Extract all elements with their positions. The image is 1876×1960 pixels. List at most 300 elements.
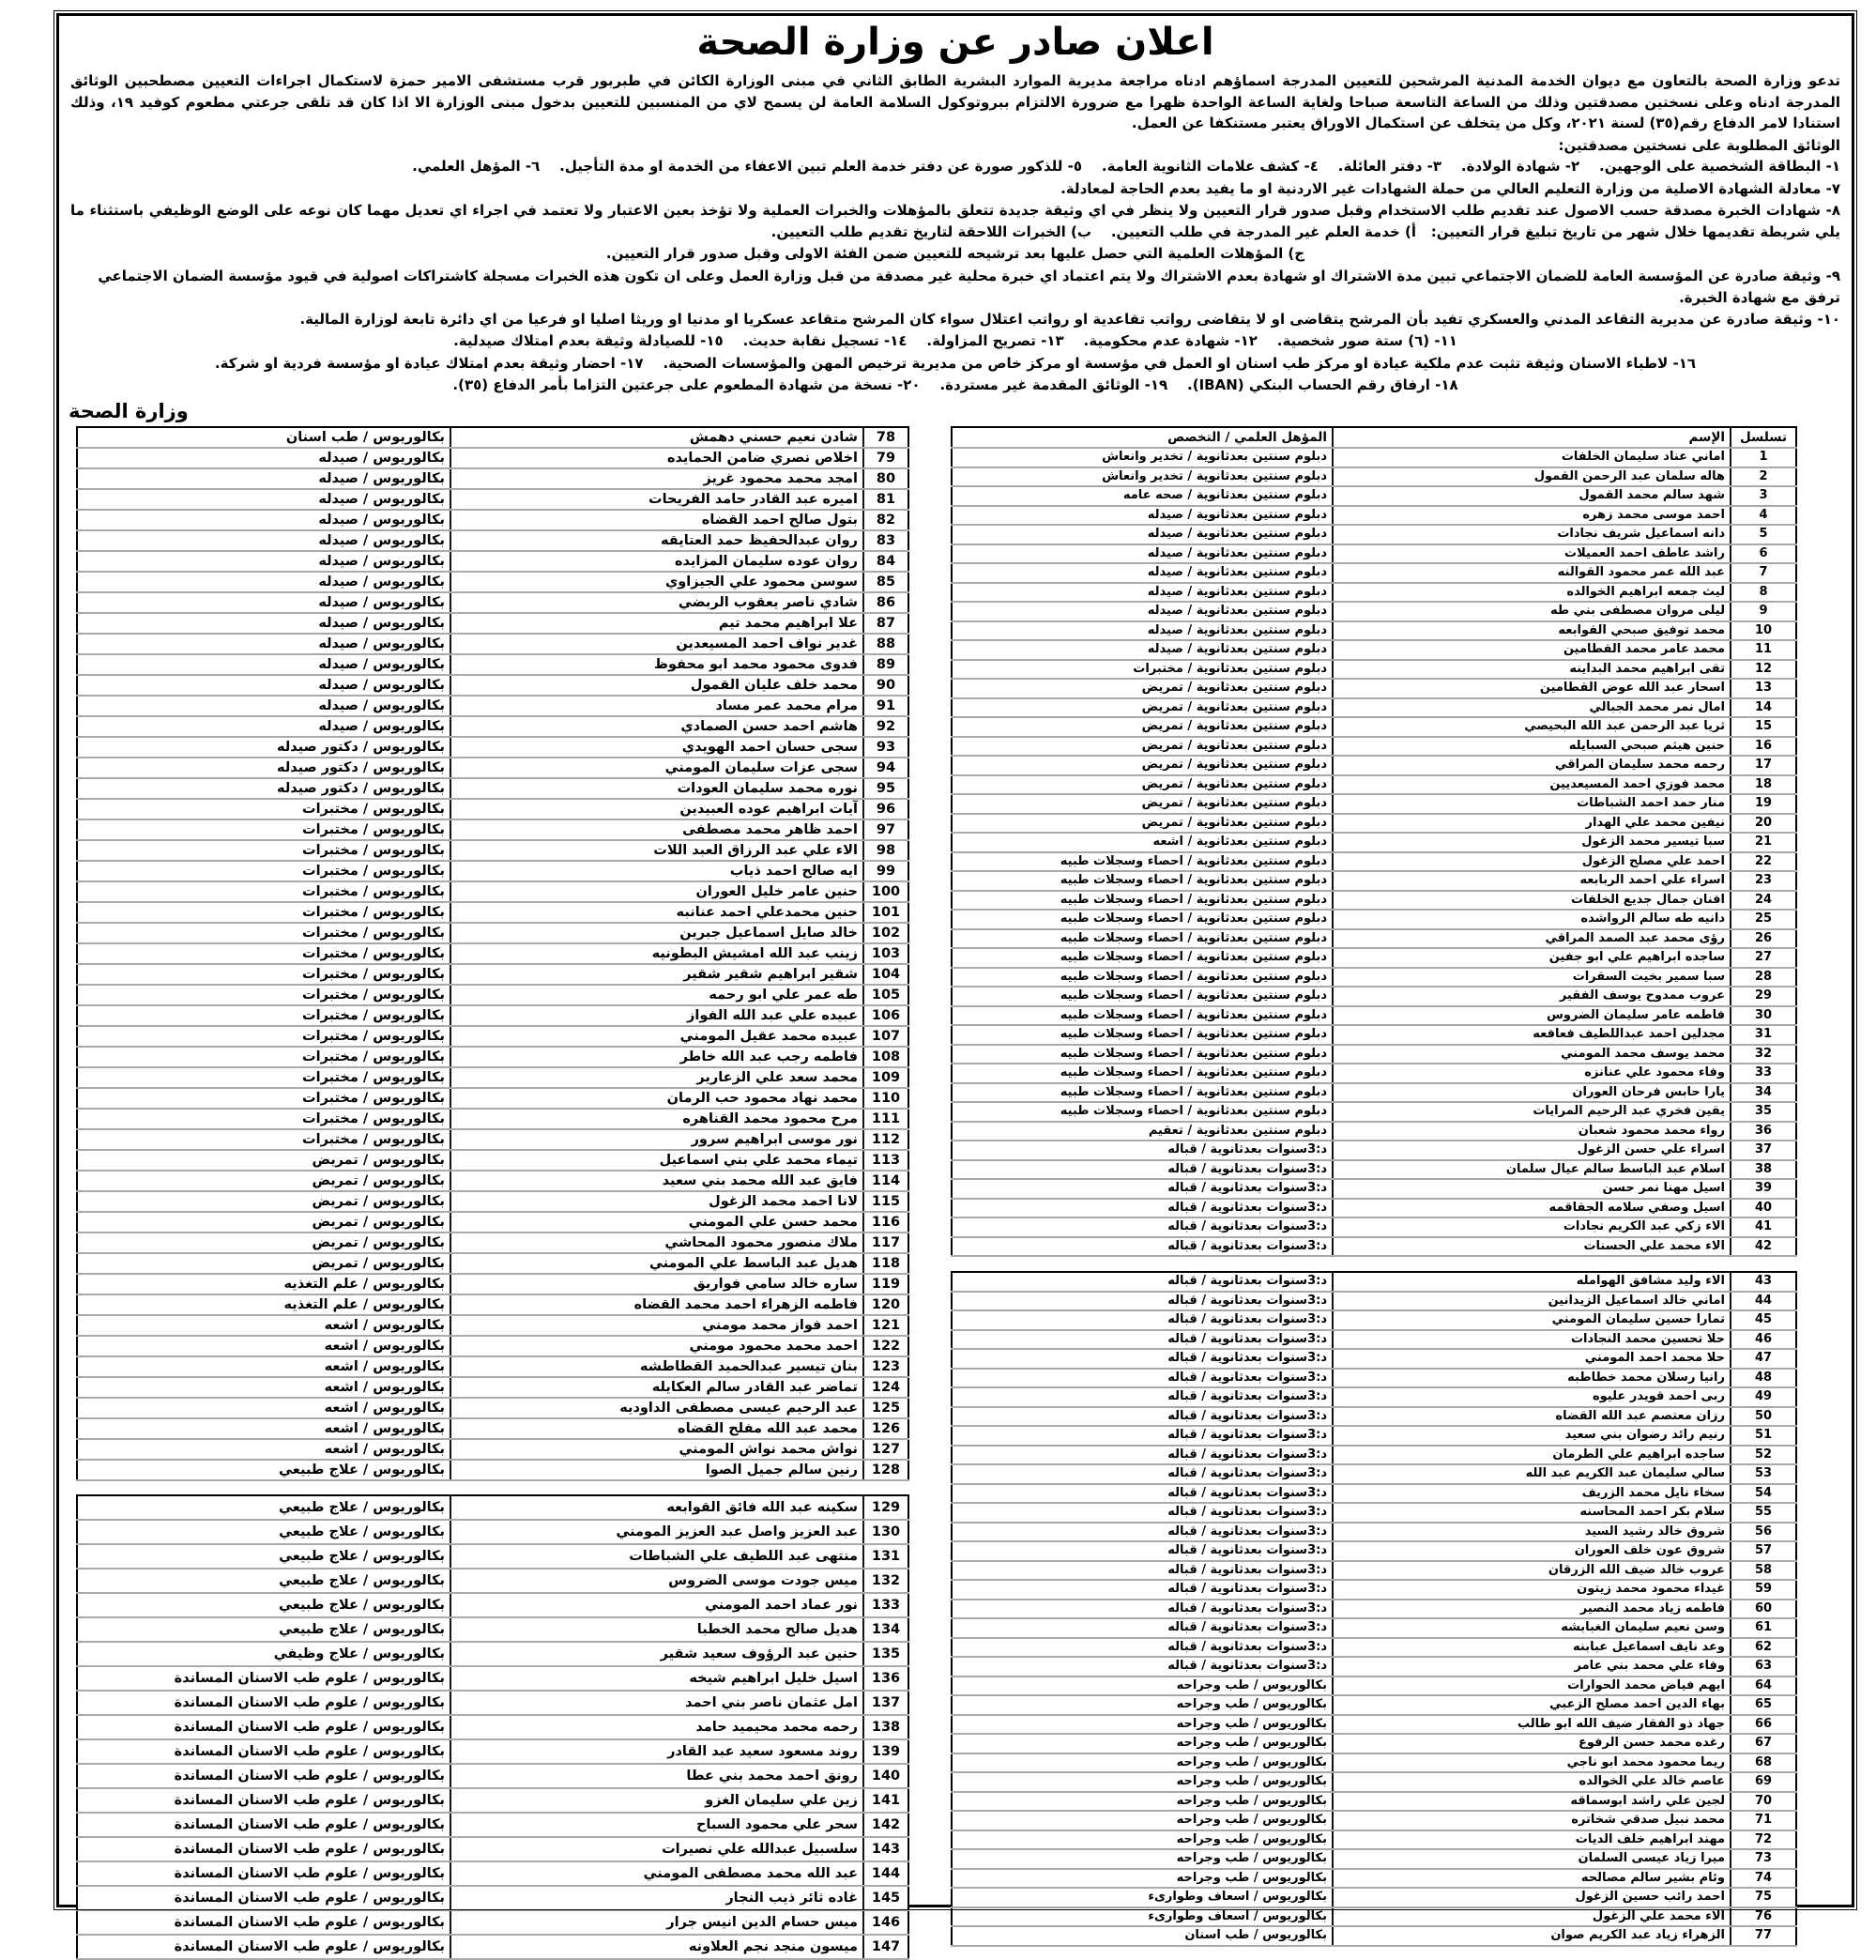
table-row (77, 634, 908, 654)
qualification-cell: بكالوريوس / صيدله (77, 654, 450, 675)
qualification-cell: دبلوم سنتين بعدثانوية / احصاء وسجلات طبيه (952, 1045, 1333, 1064)
name-cell: رانيا رسلان محمد خطاطبه (1333, 1369, 1731, 1388)
qualification-cell: بكالوريوس / اشعه (77, 1356, 450, 1377)
serial-cell: 93 (863, 737, 908, 758)
serial-cell: 98 (863, 840, 908, 861)
qualification-cell: دبلوم سنتين بعدثانوية / احصاء وسجلات طبيه (952, 987, 1333, 1006)
table-row (952, 1349, 1796, 1369)
serial-cell: 10 (1731, 621, 1796, 641)
table-row (952, 1330, 1796, 1350)
name-cell: علا ابراهيم محمد تيم (450, 613, 863, 634)
serial-cell: 81 (863, 489, 908, 510)
table-row (77, 1067, 908, 1088)
table-row (77, 861, 908, 881)
name-cell: يارا حابس فرحان العوران (1333, 1083, 1731, 1103)
table-row (952, 1638, 1796, 1658)
qualification-cell: بكالوريوس / صيدله (77, 468, 450, 489)
name-cell: عبد الرحيم عيسى مصطفى الداوديه (450, 1398, 863, 1418)
name-cell: مرح محمود محمد القناهره (450, 1109, 863, 1129)
name-cell: يقين فخري عبد الرحيم المرايات (1333, 1102, 1731, 1122)
name-cell: محمد توفيق صبحي القوابعه (1333, 621, 1731, 641)
name-cell: ساجده ابراهيم علي الطرمان (1333, 1446, 1731, 1465)
serial-cell: 4 (1731, 506, 1796, 526)
qualification-cell: د:3سنوات بعدثانوية / قباله (952, 1387, 1333, 1407)
name-cell: اسلام عبد الباسط سالم عيال سلمان (1333, 1160, 1731, 1180)
qualification-cell: بكالوريوس / علاج طبيعي (77, 1495, 450, 1520)
document-line: ج) المؤهلات العلمية التي حصل عليها بعد ترشيحه للتعيين ضمن الفئة الاولى وقبل صدور قرار التعيين. (605, 245, 1305, 263)
name-cell: منار حمد احمد الشباطات (1333, 794, 1731, 814)
qualification-cell: بكالوريوس / تمريض (77, 1212, 450, 1233)
document-line: ١٨- ارفاق رقم الحساب البنكي (IBAN). ١٩- الوثائق المقدمة غير مستردة. ٢٠- نسخة من شهادة المطعوم على جرعتين التزاما بأمر الدفاع (٣٥). (452, 375, 1458, 393)
name-cell: هديل صالح محمد الخطبا (450, 1617, 863, 1642)
serial-cell: 82 (863, 510, 908, 530)
serial-cell: 54 (1731, 1484, 1796, 1504)
serial-cell: 49 (1731, 1387, 1796, 1407)
name-cell: رزان معتصم عبد الله القضاه (1333, 1407, 1731, 1427)
table-row (77, 985, 908, 1005)
name-cell: اسيل خليل ابراهيم شيخه (450, 1666, 863, 1691)
qualification-cell: دبلوم سنتين بعدثانوية / تمريض (952, 717, 1333, 737)
table-row (952, 1523, 1796, 1542)
serial-cell: 131 (863, 1544, 908, 1569)
table-row (952, 756, 1796, 775)
serial-cell: 58 (1731, 1561, 1796, 1581)
table-row (952, 1580, 1796, 1600)
table-row (952, 1179, 1796, 1199)
qualification-cell: بكالوريوس / طب وجراحه (952, 1715, 1333, 1735)
qualification-cell: دبلوم سنتين بعدثانوية / احصاء وسجلات طبيه (952, 910, 1333, 929)
name-cell: تيماء محمد علي بني اسماعيل (450, 1150, 863, 1171)
table-row (952, 583, 1796, 603)
table-row (77, 530, 908, 551)
qualification-cell: دبلوم سنتين بعدثانوية / احصاء وسجلات طبيه (952, 871, 1333, 891)
serial-cell: 70 (1731, 1792, 1796, 1812)
name-cell: مهند ابراهيم خلف الديات (1333, 1830, 1731, 1850)
name-cell: سخاء نايل محمد الزريف (1333, 1484, 1731, 1504)
qualification-cell: بكالوريوس / مختبرات (77, 840, 450, 861)
serial-cell: 116 (863, 1212, 908, 1233)
name-cell: اسحار عبد الله عوض القطامين (1333, 679, 1731, 698)
qualification-cell: بكالوريوس / طب وجراحه (952, 1677, 1333, 1696)
qualification-cell: د:3سنوات بعدثانوية / قباله (952, 1272, 1333, 1292)
qualification-cell: د:3سنوات بعدثانوية / قباله (952, 1310, 1333, 1330)
qualification-cell: د:3سنوات بعدثانوية / قباله (952, 1292, 1333, 1311)
serial-cell: 63 (1731, 1657, 1796, 1677)
table-row (952, 1541, 1796, 1561)
qualification-cell: دبلوم سنتين بعدثانوية / احصاء وسجلات طبيه (952, 929, 1333, 949)
table-row (77, 1336, 908, 1356)
name-cell: عروب ممدوح يوسف الفقير (1333, 987, 1731, 1006)
name-cell: ربى احمد قويدر عليوه (1333, 1387, 1731, 1407)
name-cell: بتول صالح احمد القضاه (450, 510, 863, 530)
serial-cell: 133 (863, 1593, 908, 1617)
table-row (77, 1253, 908, 1274)
serial-cell: 65 (1731, 1695, 1796, 1715)
serial-cell: 41 (1731, 1217, 1796, 1237)
name-cell: محمد يوسف محمد المومني (1333, 1045, 1731, 1064)
table-row (952, 1310, 1796, 1330)
serial-cell: 109 (863, 1067, 908, 1088)
table-row (77, 1861, 908, 1886)
qualification-cell: دبلوم سنتين بعدثانوية / صيدله (952, 544, 1333, 564)
name-cell: بنان تيسير عبدالحميد القطاطشه (450, 1356, 863, 1377)
qualification-cell: بكالوريوس / مختبرات (77, 1109, 450, 1129)
name-cell: تمارا حسين سليمان المومني (1333, 1310, 1731, 1330)
qualification-cell: بكالوريوس / علوم طب الاسنان المساندة (77, 1691, 450, 1715)
serial-cell: 96 (863, 799, 908, 819)
serial-cell: 1 (1731, 448, 1796, 467)
qualification-cell: بكالوريوس / صيدله (77, 448, 450, 468)
qualification-cell: دبلوم سنتين بعدثانوية / تمريض (952, 794, 1333, 814)
qualification-cell: بكالوريوس / اشعه (77, 1418, 450, 1439)
name-cell: اماني عناد سليمان الخلفات (1333, 448, 1731, 467)
intro-paragraph: تدعو وزارة الصحة بالتعاون مع ديوان الخدمة المدنية المرشحين للتعيين المدرجة اسماؤهم ادناه مراجعة مديرية الموارد البشرية الطابق الثاني في مبنى الوزارة الكائن في طبربور قرب مستشفى الامير حمزة لاستكمال اجراءات التعيين مصطحبين الوثائق المدرجة ادناه وعلى نسختين مصدقتين وذلك من الساعة التاسعة صباحا ولغاية الساعة الواحدة ظهرا مع ضرورة الالتزام ببروتوكول السلامة العامة لن يسمح لاي من المنسبين للتعيين بدخول مبنى الوزارة الا اذا كان قد تلقى جرعتي مطعوم كوفيد ١٩، وذلك استنادا لامر الدفاع رقم(٣٥) لسنة ٢٠٢١، وكل من يتخلف عن استكمال الاوراق يعتبر مستنكفا عن العمل. (70, 72, 1840, 131)
segment-gap (76, 1481, 909, 1494)
qualification-cell: بكالوريوس / مختبرات (77, 923, 450, 943)
serial-cell: 124 (863, 1377, 908, 1398)
document-line: ١- البطاقة الشخصية على الوجهين. ٢- شهادة الولادة. ٣- دفتر العائلة. ٤- كشف علامات الثانوية العامة. ٥- للذكور صورة عن دفتر خدمة العلم تبين الاعفاء من الخدمة او مدة التأجيل. ٦- المؤهل العلمي. (412, 158, 1840, 176)
name-cell: شروق خالد رشيد السيد (1333, 1523, 1731, 1542)
qualification-cell: دبلوم سنتين بعدثانوية / تمريض (952, 756, 1333, 775)
qualification-cell: بكالوريوس / مختبرات (77, 799, 450, 819)
table-row (77, 1109, 908, 1129)
name-cell: رواء محمد محمود شعبان (1333, 1122, 1731, 1141)
table-row (77, 1495, 908, 1520)
serial-cell: 117 (863, 1233, 908, 1253)
serial-cell: 139 (863, 1739, 908, 1764)
table-row (952, 1561, 1796, 1581)
serial-cell: 24 (1731, 891, 1796, 911)
qualification-cell: بكالوريوس / تمريض (77, 1150, 450, 1171)
table-row (952, 1715, 1796, 1735)
qualification-cell: بكالوريوس / علوم طب الاسنان المساندة (77, 1788, 450, 1813)
qualification-cell: بكالوريوس / اشعه (77, 1377, 450, 1398)
document-line: ٨- شهادات الخبرة مصدقة حسب الاصول عند تقديم طلب الاستخدام وقبل صدور قرار التعيين ولا ينظر في اي وثيقة جديدة تتعلق بالمؤهلات والخبرات العملية ولا تؤخذ بعين الاعتبار ولا تعتمد في اجراء اي تعديل مهما كان نوعه على الوضع الوظيفي باستثناء ما يلي شريطة تقديمها خلال شهر من تاريخ تبليغ قرار التعيين: أ) خدمة العلم غير المدرجة في طلب التعيين. ب) الخبرات اللاحقة لتاريخ تقديم طلب التعيين. (70, 201, 1840, 240)
serial-cell: 108 (863, 1047, 908, 1067)
name-cell: عبيده علي عبد الله الفواز (450, 1005, 863, 1026)
table-row (952, 1600, 1796, 1619)
table-row (77, 964, 908, 985)
name-cell: رحمه محمد محيميد حامد (450, 1715, 863, 1739)
name-cell: وسن نعيم سليمان الغبابشه (1333, 1618, 1731, 1638)
table-row (952, 506, 1796, 526)
serial-cell: 87 (863, 613, 908, 634)
serial-cell: 71 (1731, 1811, 1796, 1830)
qualification-cell: دبلوم سنتين بعدثانوية / احصاء وسجلات طبيه (952, 1083, 1333, 1103)
name-cell: احمد ظاهر محمد مصطفى (450, 819, 863, 840)
name-cell: زين علي سليمان الغزو (450, 1788, 863, 1813)
table-row (952, 1199, 1796, 1218)
roster-table-rows-1-42 (951, 426, 1797, 1257)
name-cell: احمد علي مصلح الزغول (1333, 852, 1731, 872)
serial-cell: 100 (863, 881, 908, 902)
qualification-cell: بكالوريوس / صيدله (77, 572, 450, 592)
serial-cell: 38 (1731, 1160, 1796, 1180)
qualification-cell: د:3سنوات بعدثانوية / قباله (952, 1484, 1333, 1504)
name-cell: حلا تحسين محمد النجادات (1333, 1330, 1731, 1350)
qualification-cell: بكالوريوس / علاج طبيعي (77, 1460, 450, 1480)
name-cell: حلا محمد احمد المومني (1333, 1349, 1731, 1369)
table-row (952, 448, 1796, 467)
serial-cell: 45 (1731, 1310, 1796, 1330)
qualification-cell: بكالوريوس / مختبرات (77, 985, 450, 1005)
name-cell: اسيل مهنا نمر حسن (1333, 1179, 1731, 1199)
table-row (77, 427, 908, 448)
name-cell: فاطمه عامر سليمان الضروس (1333, 1006, 1731, 1026)
table-row (952, 621, 1796, 641)
serial-cell: 32 (1731, 1045, 1796, 1064)
serial-cell: 99 (863, 861, 908, 881)
table-row (952, 929, 1796, 949)
qualification-cell: دبلوم سنتين بعدثانوية / صحه عامه (952, 486, 1333, 506)
table-row (952, 1618, 1796, 1638)
serial-cell: 25 (1731, 910, 1796, 929)
serial-cell: 128 (863, 1460, 908, 1480)
qualification-cell: بكالوريوس / علوم طب الاسنان المساندة (77, 1861, 450, 1886)
qualification-cell: بكالوريوس / صيدله (77, 675, 450, 696)
name-cell: نوره محمد سليمان العودات (450, 778, 863, 799)
qualification-cell: بكالوريوس / مختبرات (77, 861, 450, 881)
table-row (77, 923, 908, 943)
serial-cell: 83 (863, 530, 908, 551)
name-cell: وفاء محمود علي عنانزه (1333, 1064, 1731, 1083)
serial-cell: 145 (863, 1886, 908, 1910)
table-row (77, 1813, 908, 1837)
table-row (77, 840, 908, 861)
serial-cell: 28 (1731, 968, 1796, 988)
name-cell: الاء وليد مشافق الهوامله (1333, 1272, 1731, 1292)
table-row (952, 1734, 1796, 1753)
name-cell: شقير ابراهيم شقير شقير (450, 964, 863, 985)
serial-cell: 77 (1731, 1926, 1796, 1946)
name-cell: مجدلين احمد عبداللطيف فعافعه (1333, 1025, 1731, 1045)
qualification-cell: دبلوم سنتين بعدثانوية / احصاء وسجلات طبيه (952, 891, 1333, 911)
serial-cell: 95 (863, 778, 908, 799)
qualification-cell: بكالوريوس / صيدله (77, 696, 450, 716)
serial-cell: 29 (1731, 987, 1796, 1006)
name-cell: امال نمر محمد الجبالي (1333, 698, 1731, 718)
table-row (77, 1150, 908, 1171)
qualification-cell: بكالوريوس / مختبرات (77, 964, 450, 985)
table-row (77, 510, 908, 530)
serial-cell: 40 (1731, 1199, 1796, 1218)
qualification-cell: بكالوريوس / صيدله (77, 551, 450, 572)
qualification-cell: بكالوريوس / طب وجراحه (952, 1792, 1333, 1812)
name-cell: روند مسعود سعيد عبد القادر (450, 1739, 863, 1764)
serial-cell: 76 (1731, 1907, 1796, 1927)
qualification-cell: د:3سنوات بعدثانوية / قباله (952, 1237, 1333, 1257)
serial-cell: 62 (1731, 1638, 1796, 1658)
serial-cell: 39 (1731, 1179, 1796, 1199)
page-title: اعلان صادر عن وزارة الصحة (696, 21, 1214, 64)
name-cell: ميرا زياد عيسى السلمان (1333, 1849, 1731, 1869)
qualification-cell: بكالوريوس / مختبرات (77, 881, 450, 902)
name-cell: لجين علي راشد ابوسماقه (1333, 1792, 1731, 1812)
name-cell: عبيده محمد عقيل المومني (450, 1026, 863, 1047)
name-cell: ميسون منجد نجم العلاونه (450, 1935, 863, 1959)
name-cell: شهد سالم محمد القمول (1333, 486, 1731, 506)
table-row (952, 1657, 1796, 1677)
name-cell: اخلاص نصري ضامن الحمايده (450, 448, 863, 468)
table-row (952, 1083, 1796, 1103)
serial-cell: 143 (863, 1837, 908, 1861)
qualification-cell: د:3سنوات بعدثانوية / قباله (952, 1141, 1333, 1160)
name-cell: الاء محمد علي الزغول (1333, 1907, 1731, 1927)
qualification-cell: دبلوم سنتين بعدثانوية / صيدله (952, 583, 1333, 603)
qualification-cell: بكالوريوس / علوم طب الاسنان المساندة (77, 1666, 450, 1691)
qualification-cell: بكالوريوس / طب وجراحه (952, 1849, 1333, 1869)
table-row (952, 1677, 1796, 1696)
table-row (952, 679, 1796, 698)
table-row (77, 1715, 908, 1739)
qualification-cell: دبلوم سنتين بعدثانوية / تمريض (952, 814, 1333, 834)
serial-cell: 42 (1731, 1237, 1796, 1257)
name-cell: نواش محمد نواش المومني (450, 1439, 863, 1460)
serial-cell: 121 (863, 1315, 908, 1336)
qualification-cell: د:3سنوات بعدثانوية / قباله (952, 1160, 1333, 1180)
qualification-cell: بكالوريوس / صيدله (77, 613, 450, 634)
table-row (77, 1593, 908, 1617)
serial-cell: 18 (1731, 775, 1796, 795)
name-cell: ساره خالد سامي فواريق (450, 1274, 863, 1294)
header-row (952, 427, 1796, 448)
qualification-cell: بكالوريوس / علاج طبيعي (77, 1569, 450, 1593)
serial-cell: 94 (863, 758, 908, 778)
table-row (77, 1047, 908, 1067)
table-row (952, 1292, 1796, 1311)
table-row (952, 1045, 1796, 1064)
table-row (77, 696, 908, 716)
name-cell: سلام بكر احمد المحاسنه (1333, 1503, 1731, 1523)
name-cell: رؤى محمد عبد الصمد المراقي (1333, 929, 1731, 949)
qualification-cell: دبلوم سنتين بعدثانوية / احصاء وسجلات طبيه (952, 852, 1333, 872)
serial-cell: 59 (1731, 1580, 1796, 1600)
serial-cell: 68 (1731, 1753, 1796, 1773)
table-row (77, 1212, 908, 1233)
qualification-cell: د:3سنوات بعدثانوية / قباله (952, 1541, 1333, 1561)
name-cell: ميس جودت موسى الضروس (450, 1569, 863, 1593)
table-row (952, 1387, 1796, 1407)
table-row (952, 891, 1796, 911)
name-cell: سلسبيل عبدالله علي نصيرات (450, 1837, 863, 1861)
qualification-cell: د:3سنوات بعدثانوية / قباله (952, 1523, 1333, 1542)
serial-cell: 84 (863, 551, 908, 572)
table-row (77, 1171, 908, 1191)
table-row (77, 902, 908, 923)
table-row (77, 1764, 908, 1788)
qualification-cell: بكالوريوس / صيدله (77, 489, 450, 510)
name-cell: ملاك منصور محمود المحاشي (450, 1233, 863, 1253)
name-cell: رغده محمد حسن الرفوع (1333, 1734, 1731, 1753)
table-row (77, 1666, 908, 1691)
name-cell: محمد نهاد محمود حب الرمان (450, 1088, 863, 1109)
table-row (77, 1418, 908, 1439)
qualification-cell: دبلوم سنتين بعدثانوية / احصاء وسجلات طبيه (952, 1064, 1333, 1083)
ministry-label: وزارة الصحة (69, 400, 189, 422)
serial-cell: 17 (1731, 756, 1796, 775)
table-row (952, 1160, 1796, 1180)
serial-cell: 21 (1731, 833, 1796, 852)
serial-cell: 7 (1731, 563, 1796, 583)
table-row (77, 613, 908, 634)
qualification-cell: د:3سنوات بعدثانوية / قباله (952, 1618, 1333, 1638)
qualification-cell: بكالوريوس / اسعاف وطوارىء (952, 1888, 1333, 1907)
qualification-cell: دبلوم سنتين بعدثانوية / تمريض (952, 679, 1333, 698)
table-row (77, 1935, 908, 1959)
table-row (952, 775, 1796, 795)
qualification-cell: بكالوريوس / طب وجراحه (952, 1811, 1333, 1830)
table-row (952, 794, 1796, 814)
segment-gap (951, 1257, 1797, 1271)
name-cell: مرام محمد عمر مساد (450, 696, 863, 716)
name-cell: ايهم فياض محمد الحوارات (1333, 1677, 1731, 1696)
qualification-cell: د:3سنوات بعدثانوية / قباله (952, 1600, 1333, 1619)
table-row (77, 1910, 908, 1935)
roster-table-rows-129-147 (76, 1494, 909, 1960)
qualification-cell: دبلوم سنتين بعدثانوية / صيدله (952, 640, 1333, 660)
name-cell: محمد عبد الله مفلح القضاه (450, 1418, 863, 1439)
qualification-cell: بكالوريوس / صيدله (77, 510, 450, 530)
table-row (952, 871, 1796, 891)
name-cell: عاصم خالد علي الخوالده (1333, 1772, 1731, 1792)
serial-cell: 50 (1731, 1407, 1796, 1427)
name-cell: دانه اسماعيل شريف نجادات (1333, 525, 1731, 544)
name-cell: محمد سعد علي الزعارير (450, 1067, 863, 1088)
table-row (952, 1869, 1796, 1889)
table-row (952, 1907, 1796, 1927)
name-cell: فاطمه رجب عبد الله خاطر (450, 1047, 863, 1067)
qualification-cell: د:3سنوات بعدثانوية / قباله (952, 1369, 1333, 1388)
serial-cell: 53 (1731, 1464, 1796, 1484)
table-row (952, 987, 1796, 1006)
name-cell: رنين سالم جميل الصوا (450, 1460, 863, 1480)
serial-cell: 107 (863, 1026, 908, 1047)
qualification-cell: بكالوريوس / تمريض (77, 1191, 450, 1212)
qualification-cell: بكالوريوس / علوم طب الاسنان المساندة (77, 1837, 450, 1861)
serial-cell: 123 (863, 1356, 908, 1377)
name-cell: الاء محمد علي الحسنات (1333, 1237, 1731, 1257)
table-row (952, 1446, 1796, 1465)
qualification-cell: بكالوريوس / تمريض (77, 1253, 450, 1274)
table-row (952, 525, 1796, 544)
qualification-cell: بكالوريوس / علوم طب الاسنان المساندة (77, 1886, 450, 1910)
qualification-cell: دبلوم سنتين بعدثانوية / صيدله (952, 506, 1333, 526)
serial-cell: 89 (863, 654, 908, 675)
serial-cell: 27 (1731, 948, 1796, 968)
name-cell: سالي سليمان عبد الكريم عبد الله (1333, 1464, 1731, 1484)
table-row (952, 698, 1796, 718)
qualification-cell: بكالوريوس / علوم طب الاسنان المساندة (77, 1813, 450, 1837)
qualification-cell: دبلوم سنتين بعدثانوية / تمريض (952, 775, 1333, 795)
table-row (952, 602, 1796, 621)
table-row (952, 1122, 1796, 1141)
name-cell: نور عماد احمد المومني (450, 1593, 863, 1617)
serial-cell: 111 (863, 1109, 908, 1129)
table-row (952, 833, 1796, 852)
table-row (952, 660, 1796, 680)
qualification-cell: بكالوريوس / علوم طب الاسنان المساندة (77, 1739, 450, 1764)
table-row (77, 881, 908, 902)
serial-cell: 2 (1731, 467, 1796, 487)
table-row (952, 1926, 1796, 1946)
qualification-cell: د:3سنوات بعدثانوية / قباله (952, 1561, 1333, 1581)
qualification-cell: بكالوريوس / دكتور صيدله (77, 737, 450, 758)
serial-cell: 6 (1731, 544, 1796, 564)
qualification-cell: د:3سنوات بعدثانوية / قباله (952, 1657, 1333, 1677)
qualification-cell: بكالوريوس / تمريض (77, 1233, 450, 1253)
table-row (952, 737, 1796, 757)
serial-cell: 122 (863, 1336, 908, 1356)
